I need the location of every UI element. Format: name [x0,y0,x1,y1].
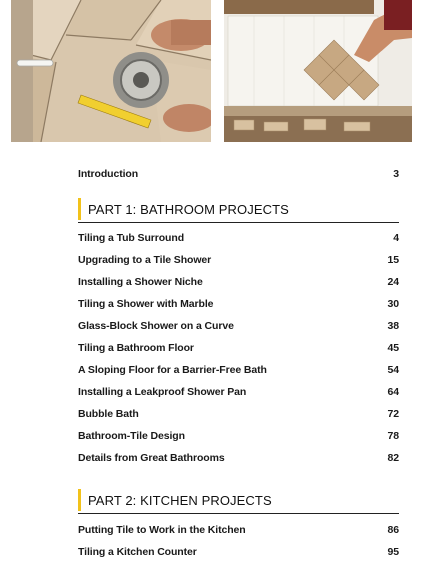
toc-entry-label: Installing a Leakproof Shower Pan [78,386,247,398]
toc-entry[interactable] [78,430,399,442]
toc-entry[interactable] [78,298,399,310]
toc-entry[interactable] [78,320,399,332]
toc-entry-label: Tiling a Bathroom Floor [78,342,194,354]
toc-entry-label: Details from Great Bathrooms [78,452,225,464]
part-title: PART 1: BATHROOM PROJECTS [88,202,289,217]
toc-entry-page: 38 [387,320,399,332]
toc-entry[interactable] [78,364,399,376]
toc-entry-page: 95 [387,546,399,558]
toc-entry-page: 72 [387,408,399,420]
toc-entry-page: 82 [387,452,399,464]
toc-entry-label: Upgrading to a Tile Shower [78,254,212,266]
accent-bar [78,198,81,220]
accent-bar [78,489,81,511]
toc-entry-page: 78 [387,430,399,442]
toc-entry-label: Installing a Shower Niche [78,276,203,288]
toc-entry[interactable] [78,546,399,558]
toc-entry-label: Putting Tile to Work in the Kitchen [78,524,246,536]
part-1-heading [78,198,399,223]
toc-entry[interactable] [78,342,399,354]
toc-entry-page: 45 [387,342,399,354]
toc-entry-page: 4 [393,232,399,244]
backsplash-illustration [224,0,412,142]
toc-entry[interactable] [78,276,399,288]
toc-entry-page: 64 [387,386,399,398]
toc-entry[interactable] [78,254,399,266]
toc-entry-label: Bathroom-Tile Design [78,430,185,442]
toc-entry-page: 15 [387,254,399,266]
toc-entry-page: 54 [387,364,399,376]
toc-entry[interactable] [78,232,399,244]
toc-entry[interactable] [78,524,399,536]
backsplash-tiling-photo [224,0,412,142]
toc-entry-page: 3 [393,168,399,180]
toc-entry[interactable] [78,386,399,398]
toc-entry-page: 24 [387,276,399,288]
toc-entry-label: Tiling a Shower with Marble [78,298,214,310]
toc-entry-label: Tiling a Kitchen Counter [78,546,197,558]
toc-entry[interactable] [78,452,399,464]
toc-entry-page: 86 [387,524,399,536]
toc-entry-label: Tiling a Tub Surround [78,232,185,244]
tile-floor-illustration [11,0,211,142]
toc-entry-introduction[interactable] [78,168,399,180]
toc-entry[interactable] [78,408,399,420]
part-title: PART 2: KITCHEN PROJECTS [88,493,272,508]
toc-entry-page: 30 [387,298,399,310]
toc-entry-label: Introduction [78,168,139,180]
toc-entry-label: Bubble Bath [78,408,139,420]
toc-entry-label: A Sloping Floor for a Barrier-Free Bath [78,364,267,376]
toc-entry-label: Glass-Block Shower on a Curve [78,320,234,332]
tile-floor-drain-photo [11,0,211,142]
part-2-heading [78,489,399,514]
